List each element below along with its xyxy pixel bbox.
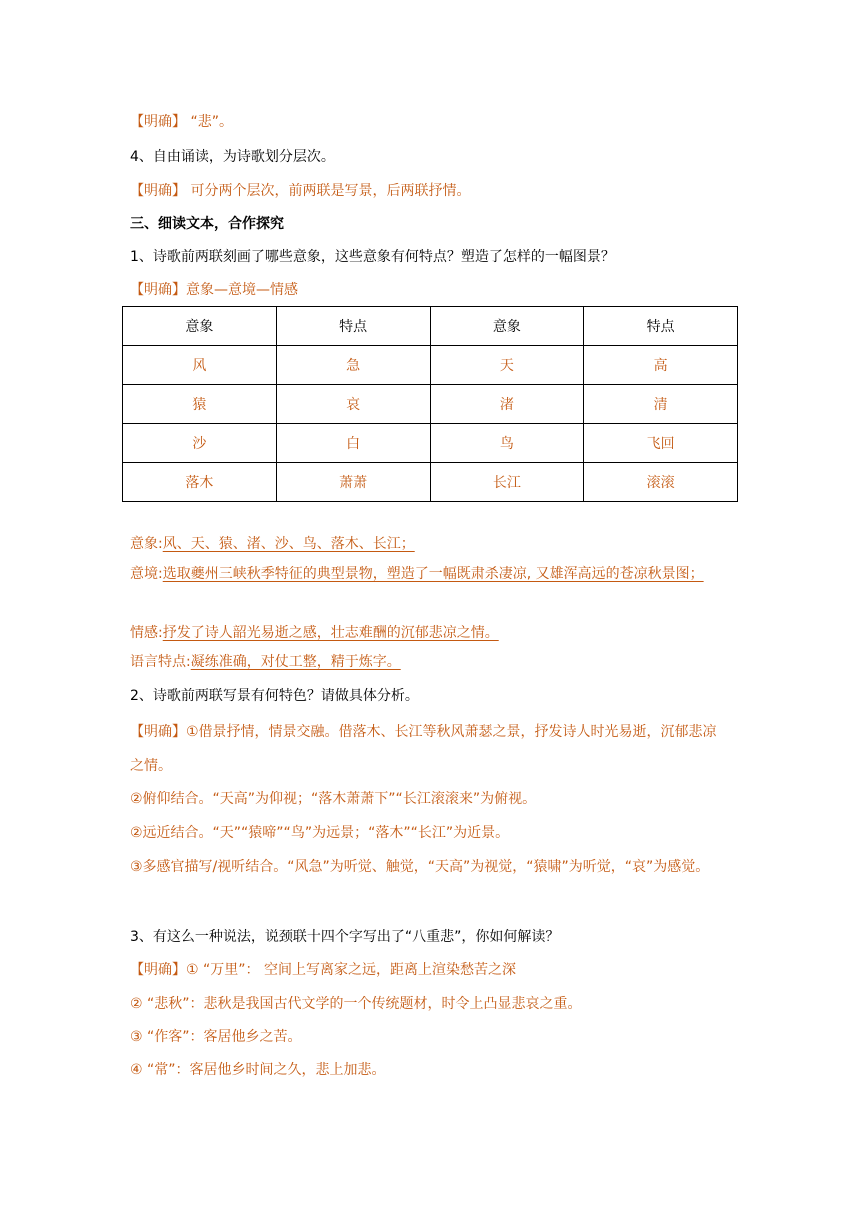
- answer-text: 可分两个层次，前两联是写景，后两联抒情。: [186, 183, 471, 199]
- answer-text: 意象—意境—情感: [186, 282, 298, 298]
- question-3: 3、有这么一种说法，说颈联十四个字写出了“八重悲”，你如何解读？: [130, 929, 560, 945]
- language-summary: [130, 652, 401, 672]
- answer-q3-1: [130, 960, 516, 980]
- table-cell: 萧萧: [276, 463, 430, 502]
- table-header-cell: 特点: [584, 307, 738, 346]
- table-cell: 鸟: [430, 424, 584, 463]
- question-4: 4、自由诵读，为诗歌划分层次。: [130, 149, 335, 165]
- table-cell: 飞回: [584, 424, 738, 463]
- answer-q2-a: [130, 715, 730, 783]
- answer-q3-2: ② “悲秋”：悲秋是我国古代文学的一个传统题材，时令上凸显悲哀之重。: [130, 996, 582, 1012]
- section-heading: 三、细读文本，合作探究: [130, 216, 284, 232]
- answer-tag: 【明确】: [130, 724, 186, 740]
- table-row: [123, 346, 738, 385]
- answer-q2-b: ②俯仰结合。“天高”为仰视；“落木萧萧下”“长江滚滚来”为俯视。: [130, 791, 537, 807]
- table-cell: 天: [430, 346, 584, 385]
- question-2: 2、诗歌前两联写景有何特色？请做具体分析。: [130, 688, 419, 704]
- table-cell: 白: [276, 424, 430, 463]
- answer-q3-3: ③ “作客”：客居他乡之苦。: [130, 1029, 302, 1045]
- table-cell: 哀: [276, 385, 430, 424]
- table-cell: 滚滚: [584, 463, 738, 502]
- table-cell: 落木: [123, 463, 277, 502]
- emotion-summary: [130, 623, 499, 643]
- answer-q2-d: ③多感官描写/视听结合。“风急”为听觉、触觉，“天高”为视觉，“猿啸”为听觉，“哀”为感觉。: [130, 859, 710, 875]
- table-row: [123, 424, 738, 463]
- answer-text: “悲”。: [186, 114, 233, 130]
- question-1: 1、诗歌前两联刻画了哪些意象，这些意象有何特点？塑造了怎样的一幅图景？: [130, 249, 615, 265]
- imagery-table: [122, 306, 738, 502]
- table-header-cell: 意象: [430, 307, 584, 346]
- table-cell: 猿: [123, 385, 277, 424]
- answer-tag: 【明确】: [130, 962, 186, 978]
- table-cell: 渚: [430, 385, 584, 424]
- table-cell: 风: [123, 346, 277, 385]
- table-row: [123, 385, 738, 424]
- table-header-row: [123, 307, 738, 346]
- answer-q3-4: ④ “常”：客居他乡时间之久，悲上加悲。: [130, 1062, 386, 1078]
- summary-text: 抒发了诗人韶光易逝之感，壮志难酬的沉郁悲凉之情。: [162, 625, 499, 641]
- answer-line-2: [130, 181, 470, 201]
- summary-text: 凝练准确，对仗工整，精于炼字。: [190, 654, 401, 670]
- answer-text: ① “万里”： 空间上写离家之远，距离上渲染愁苦之深: [186, 962, 516, 978]
- table-header-cell: 特点: [276, 307, 430, 346]
- answer-tag: 【明确】: [130, 282, 186, 298]
- imagery-summary: [130, 534, 415, 554]
- answer-tag: 【明确】: [130, 114, 186, 130]
- answer-text: ①借景抒情，情景交融。借落木、长江等秋风萧瑟之景，抒发诗人时光易逝，沉郁悲凉之情。: [130, 724, 717, 774]
- scene-summary: [130, 560, 730, 588]
- answer-line-3: [130, 280, 298, 300]
- summary-text: 选取夔州三峡秋季特征的典型景物，塑造了一幅既肃杀凄凉, 又雄浑高远的苍凉秋景图；: [162, 566, 704, 582]
- table-cell: 清: [584, 385, 738, 424]
- table-cell: 长江: [430, 463, 584, 502]
- table-header-cell: 意象: [123, 307, 277, 346]
- summary-label: 语言特点:: [130, 654, 191, 670]
- answer-line-1: [130, 112, 233, 132]
- summary-label: 意境:: [130, 566, 163, 582]
- answer-tag: 【明确】: [130, 183, 186, 199]
- summary-text: 风、天、猿、渚、沙、鸟、落木、长江；: [162, 536, 415, 552]
- answer-q2-c: ②远近结合。“天”“猿啼”“鸟”为远景；“落木”“长江”为近景。: [130, 825, 510, 841]
- summary-label: 情感:: [130, 625, 163, 641]
- table-cell: 高: [584, 346, 738, 385]
- table-cell: 急: [276, 346, 430, 385]
- table-row: [123, 463, 738, 502]
- table-cell: 沙: [123, 424, 277, 463]
- summary-label: 意象:: [130, 536, 163, 552]
